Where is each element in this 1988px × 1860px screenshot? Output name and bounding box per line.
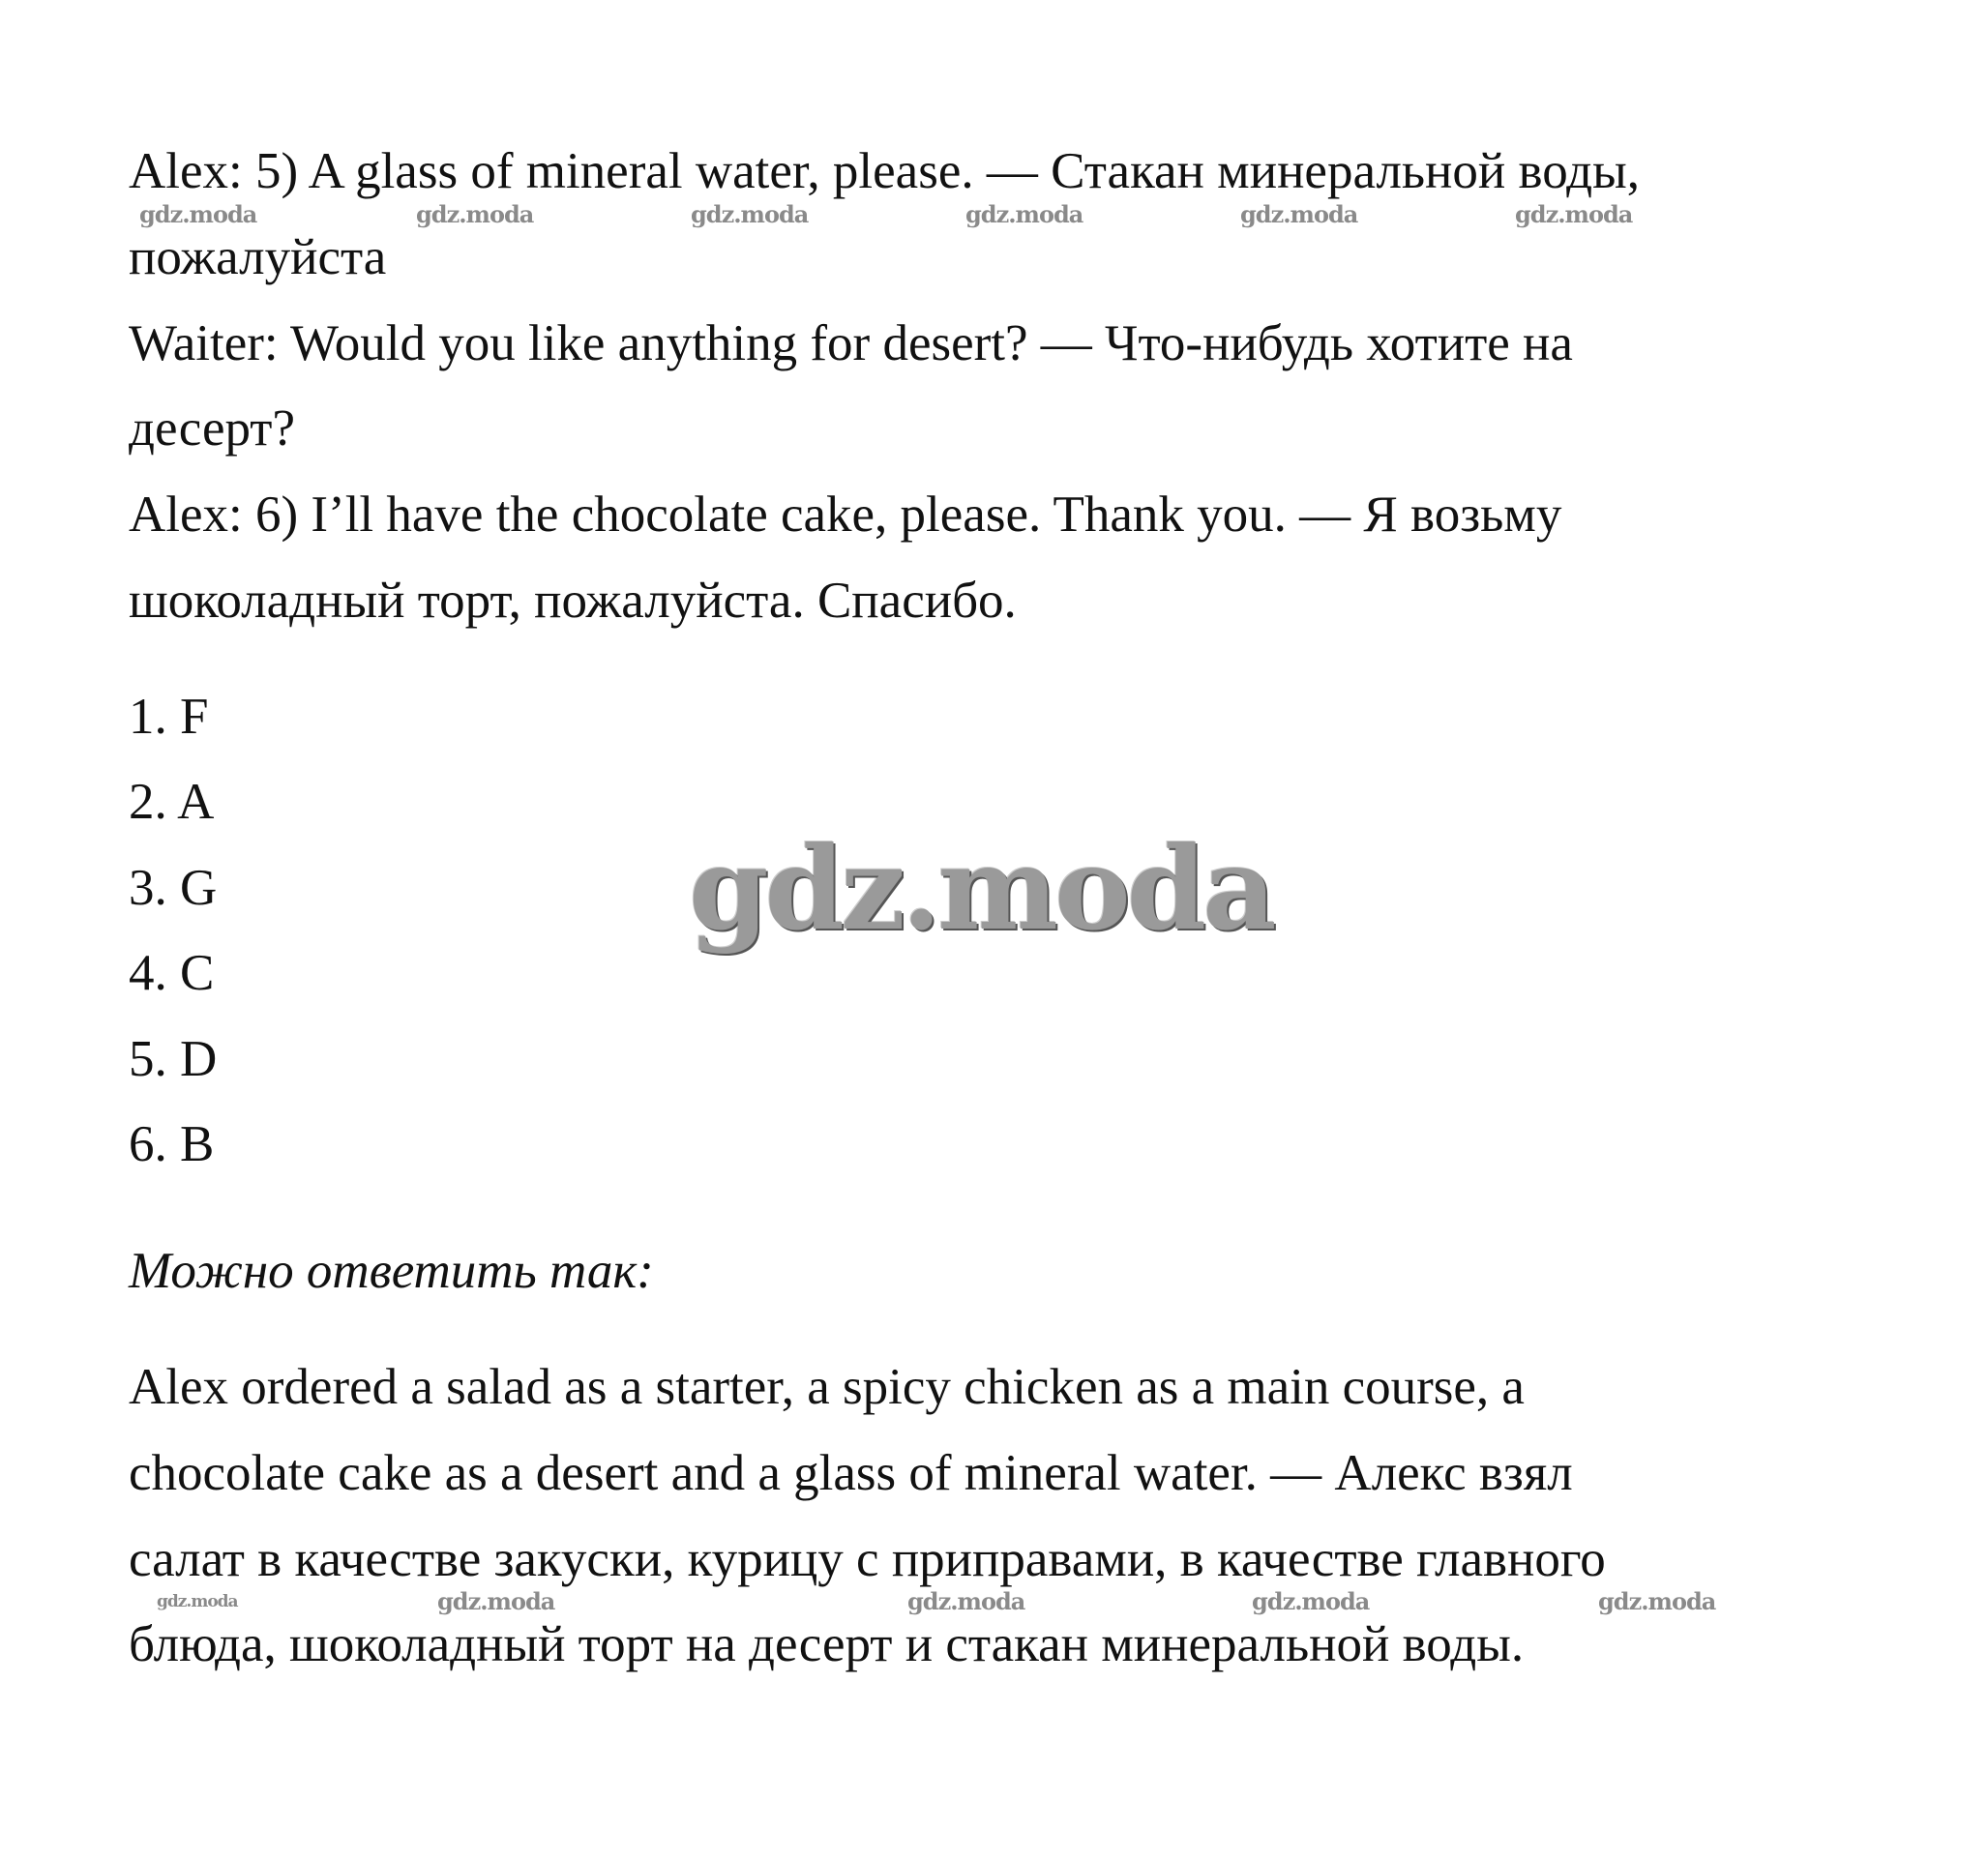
- summary-line: Alex ordered a salad as a starter, a spicy chicken as a main course, a: [129, 1359, 1525, 1415]
- answer-item: 1. F: [129, 689, 209, 745]
- note-heading: Можно ответить так:: [129, 1243, 654, 1299]
- dialogue-line: Alex: 5) A glass of mineral water, please. — Стакан минеральной воды,: [129, 143, 1640, 199]
- watermark: gdz.moda: [907, 1587, 1025, 1615]
- watermark: gdz.moda: [157, 1592, 238, 1611]
- watermark: gdz.moda: [437, 1587, 555, 1615]
- dialogue-line: десерт?: [129, 400, 295, 457]
- watermark: gdz.moda: [139, 200, 257, 228]
- watermark: gdz.moda: [1515, 200, 1633, 228]
- watermark: gdz.moda: [1240, 200, 1358, 228]
- answer-item: 3. G: [129, 860, 218, 916]
- dialogue-line: шоколадный торт, пожалуйста. Спасибо.: [129, 573, 1017, 629]
- watermark: gdz.moda: [1598, 1587, 1716, 1615]
- dialogue-line: пожалуйста: [129, 229, 387, 285]
- answer-item: 6. B: [129, 1116, 215, 1172]
- dialogue-line: Waiter: Would you like anything for desert? — Что-нибудь хотите на: [129, 315, 1573, 371]
- watermark: gdz.moda: [1252, 1587, 1370, 1615]
- watermark: gdz.moda: [691, 200, 809, 228]
- watermark-logo: gdz.moda: [689, 821, 1273, 956]
- answer-item: 2. A: [129, 774, 215, 830]
- summary-line: chocolate cake as a desert and a glass of mineral water. — Алекс взял: [129, 1445, 1573, 1501]
- answer-item: 4. C: [129, 945, 215, 1001]
- answer-item: 5. D: [129, 1031, 218, 1087]
- summary-line: блюда, шоколадный торт на десерт и стакан минеральной воды.: [129, 1616, 1525, 1672]
- summary-line: салат в качестве закуски, курицу с приправами, в качестве главного: [129, 1531, 1606, 1587]
- watermark: gdz.moda: [416, 200, 534, 228]
- watermark: gdz.moda: [965, 200, 1083, 228]
- dialogue-line: Alex: 6) I’ll have the chocolate cake, please. Thank you. — Я возьму: [129, 487, 1562, 543]
